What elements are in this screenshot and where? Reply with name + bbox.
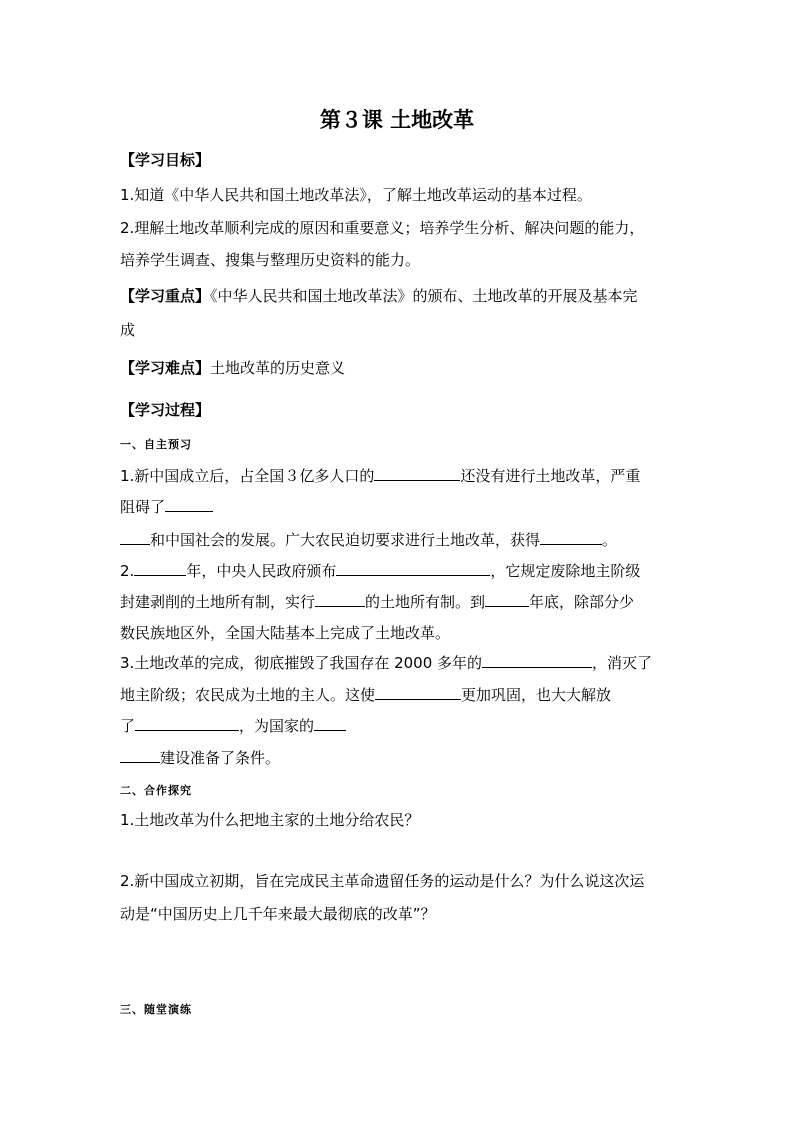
process-heading: 【学习过程】 xyxy=(120,401,211,419)
s1-q3-text-a: 3.土地改革的完成，彻底摧毁了我国存在 2000 多年的 xyxy=(120,654,483,672)
key-points-continuation: 成 xyxy=(120,321,136,339)
s1-q2-text-f: 年底，除部分少 xyxy=(529,593,635,611)
difficulty xyxy=(120,358,345,378)
answer-blank[interactable] xyxy=(165,497,213,512)
s1-q1-text-c: 阻碍了 xyxy=(120,498,166,516)
s1-q2-text-e: 的土地所有制。到 xyxy=(365,593,486,611)
key-points xyxy=(120,286,638,306)
s1-q1-text-b: 还没有进行土地改革，严重 xyxy=(460,467,641,485)
s1-q3-text-e: 了 xyxy=(120,717,136,735)
s1-q2-text-b: 年，中央人民政府颁布 xyxy=(186,562,337,580)
s1-q2-line-2 xyxy=(120,592,634,612)
section-1-heading: 一、自主预习 xyxy=(120,438,192,451)
answer-blank[interactable] xyxy=(120,530,150,545)
s2-question-2-line-2: 动是“中国历史上几千年来最大最彻底的改革”？ xyxy=(120,905,436,923)
answer-blank[interactable] xyxy=(134,561,186,576)
s1-q2-text-c: ，它规定废除地主阶级 xyxy=(490,562,641,580)
section-2-heading: 二、合作探究 xyxy=(120,784,192,797)
answer-blank[interactable] xyxy=(374,466,460,481)
difficulty-text: 土地改革的历史意义 xyxy=(210,359,346,377)
s1-q2-text-d: 封建剥削的土地所有制，实行 xyxy=(120,593,316,611)
s1-q3-text-f: ，为国家的 xyxy=(239,717,315,735)
s1-q3-text-c: 地主阶级；农民成为土地的主人。这使 xyxy=(120,686,376,704)
s1-q2-text-a: 2. xyxy=(120,562,135,580)
answer-blank[interactable] xyxy=(336,561,490,576)
answer-blank[interactable] xyxy=(485,592,529,607)
s1-q2-line-1 xyxy=(120,561,640,581)
s1-q2-line-3: 数民族地区外，全国大陆基本上完成了土地改革。 xyxy=(120,624,451,642)
answer-blank[interactable] xyxy=(314,716,346,731)
answer-blank[interactable] xyxy=(482,653,592,668)
answer-blank[interactable] xyxy=(540,530,602,545)
s1-q3-line-1 xyxy=(120,653,652,673)
answer-blank[interactable] xyxy=(135,716,239,731)
answer-blank[interactable] xyxy=(120,748,160,763)
objective-item-1: 1.知道《中华人民共和国土地改革法》，了解土地改革运动的基本过程。 xyxy=(120,186,592,204)
s1-q3-text-b: ，消灭了 xyxy=(592,654,653,672)
key-points-text: 《中华人民共和国土地改革法》的颁布、土地改革的开展及基本完 xyxy=(210,287,638,305)
s1-q3-line-2 xyxy=(120,685,611,705)
s1-q1-text-e: 。 xyxy=(602,531,618,549)
objectives-heading: 【学习目标】 xyxy=(120,151,211,169)
s1-q3-text-g: 建设准备了条件。 xyxy=(160,749,281,767)
s1-q1-line-2 xyxy=(120,497,213,517)
s2-question-2-line-1: 2.新中国成立初期，旨在完成民主革命遗留任务的运动是什么？为什么说这次运 xyxy=(120,872,645,890)
s1-q3-text-d: 更加巩固，也大大解放 xyxy=(461,686,612,704)
s1-q3-line-4 xyxy=(120,748,280,768)
s2-question-1: 1.土地改革为什么把地主家的土地分给农民？ xyxy=(120,811,420,829)
answer-blank[interactable] xyxy=(315,592,365,607)
s1-q1-line-3 xyxy=(120,530,617,550)
page-title: 第３课 土地改革 xyxy=(319,108,475,132)
objective-item-2-line-1: 2.理解土地改革顺利完成的原因和重要意义；培养学生分析、解决问题的能力， xyxy=(120,219,645,237)
difficulty-label: 【学习难点】 xyxy=(120,359,211,377)
answer-blank[interactable] xyxy=(375,685,461,700)
section-3-heading: 三、随堂演练 xyxy=(120,1003,192,1016)
s1-q1-text-d: 和中国社会的发展。广大农民迫切要求进行土地改革，获得 xyxy=(150,531,541,549)
key-points-label: 【学习重点】 xyxy=(120,287,211,305)
s1-q1-line-1 xyxy=(120,466,640,486)
s1-q1-text-a: 1.新中国成立后，占全国３亿多人口的 xyxy=(120,467,375,485)
s1-q3-line-3 xyxy=(120,716,346,736)
objective-item-2-line-2: 培养学生调查、搜集与整理历史资料的能力。 xyxy=(120,251,421,269)
